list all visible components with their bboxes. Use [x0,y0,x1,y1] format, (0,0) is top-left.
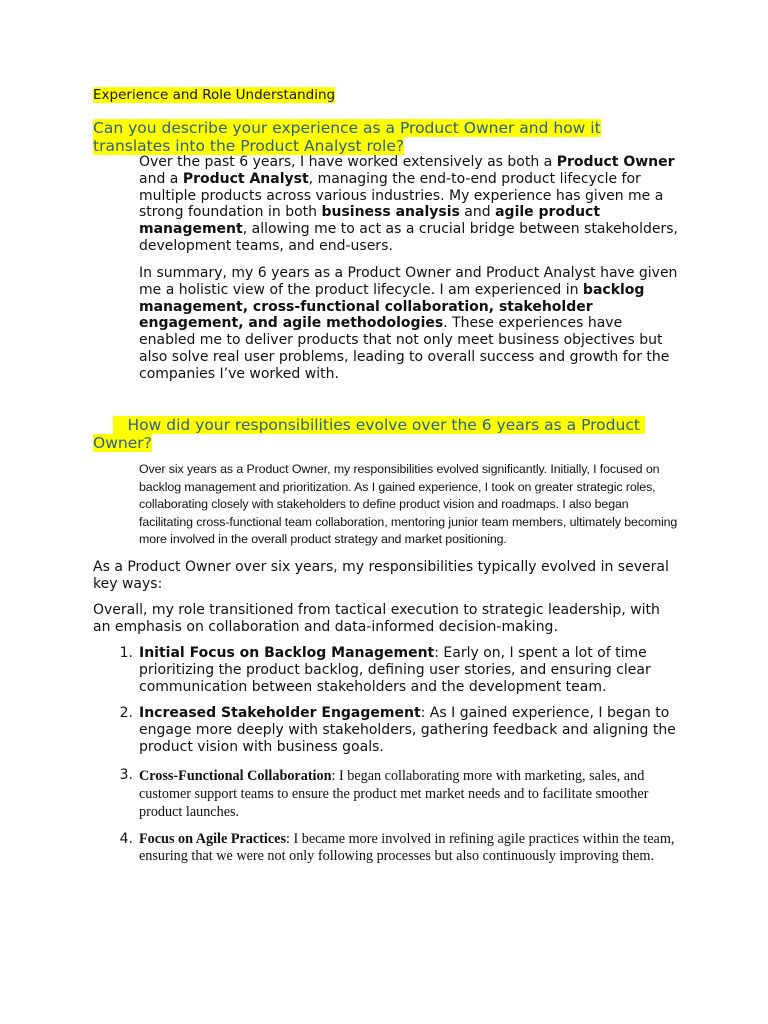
bold-run: backlog management, cross-functional collaboration, stakeholder engagement, and agile methodologies [139,281,645,332]
list-item-title: Cross-Functional Collaboration [139,768,332,784]
answer-1-paragraph-1 [139,154,679,255]
text-run: and [459,204,496,221]
list-number: 3. [119,767,133,783]
bold-run: business analysis [321,204,460,221]
list-item-text [139,705,679,755]
list-item-body: : Early on, I spent a lot of time prioritizing the product backlog, defining user stories, and ensuring clear communication between stakeholders and the development team. [139,645,651,695]
list-item-body: : I began collaborating more with marketing, sales, and customer support teams to ensure the product met market needs and to facilitate smoother product launches. [139,768,649,820]
list-item-text [139,767,679,821]
question-2-heading [93,398,653,470]
answer-2-summary: Over six years as a Product Owner, my responsibilities evolved significantly. Initially, I focused on backlog management and prioritization. As I gained experience, I took on greater strategic roles, collaborating closely with stakeholders to define product vision and roadmaps. I also began facilitating cross-functional team collaboration, mentoring junior team members, ultimately becoming more involved in the overall product strategy and market positioning. [139,462,678,547]
text-run: , allowing me to act as a crucial bridge between stakeholders, development teams, and end-users. [139,221,678,254]
text-run: , managing the end-to-end product lifecycle for multiple products across various industries. My experience has given me a strong foundation in both [139,170,664,221]
bold-run: Product Analyst [182,170,309,187]
section-heading [93,86,335,104]
list-item-title: Initial Focus on Backlog Management [139,645,435,661]
list-item-title: Increased Stakeholder Engagement [139,705,421,721]
question-2-text: How did your responsibilities evolve over the 6 years as a Product Owner? [93,416,645,452]
list-item-body: : I became more involved in refining agile practices within the team, ensuring that we were not only following processes but also continuously improving them. [139,831,675,864]
list-number: 2. [119,705,133,721]
question-1-heading [93,119,653,155]
list-number: 4. [119,831,133,847]
bold-run: Product Owner [556,154,675,170]
text-run: and a [139,170,183,187]
answer-2-intro: As a Product Owner over six years, my responsibilities typically evolved in several key ways: [93,559,669,592]
list-item-text [139,645,679,695]
list-item-body: : As I gained experience, I began to engage more deeply with stakeholders, gathering feedback and aligning the product vision with business goals. [139,705,676,755]
text-run: . These experiences have enabled me to deliver products that not only meet business objectives but also solve real user problems, leading to overall success and growth for the companies I’ve worked with. [139,315,670,382]
text-run: Over the past 6 years, I have worked extensively as both a [139,154,557,170]
list-number: 1. [119,645,133,661]
question-1-text: Can you describe your experience as a Product Owner and how it translates into the Product Analyst role? [93,119,601,155]
section-heading-text: Experience and Role Understanding [93,87,336,103]
answer-2-overall: Overall, my role transitioned from tactical execution to strategic leadership, with an emphasis on collaboration and data-informed decision-making. [93,602,660,635]
bold-run: agile product management [139,204,601,238]
list-item-text [139,831,679,865]
list-item-title: Focus on Agile Practices [139,831,286,847]
text-run: In summary, my 6 years as a Product Owner and Product Analyst have given me a holistic view of the product lifecycle. I am experienced in [139,265,678,298]
answer-1-paragraph-2 [139,265,679,383]
